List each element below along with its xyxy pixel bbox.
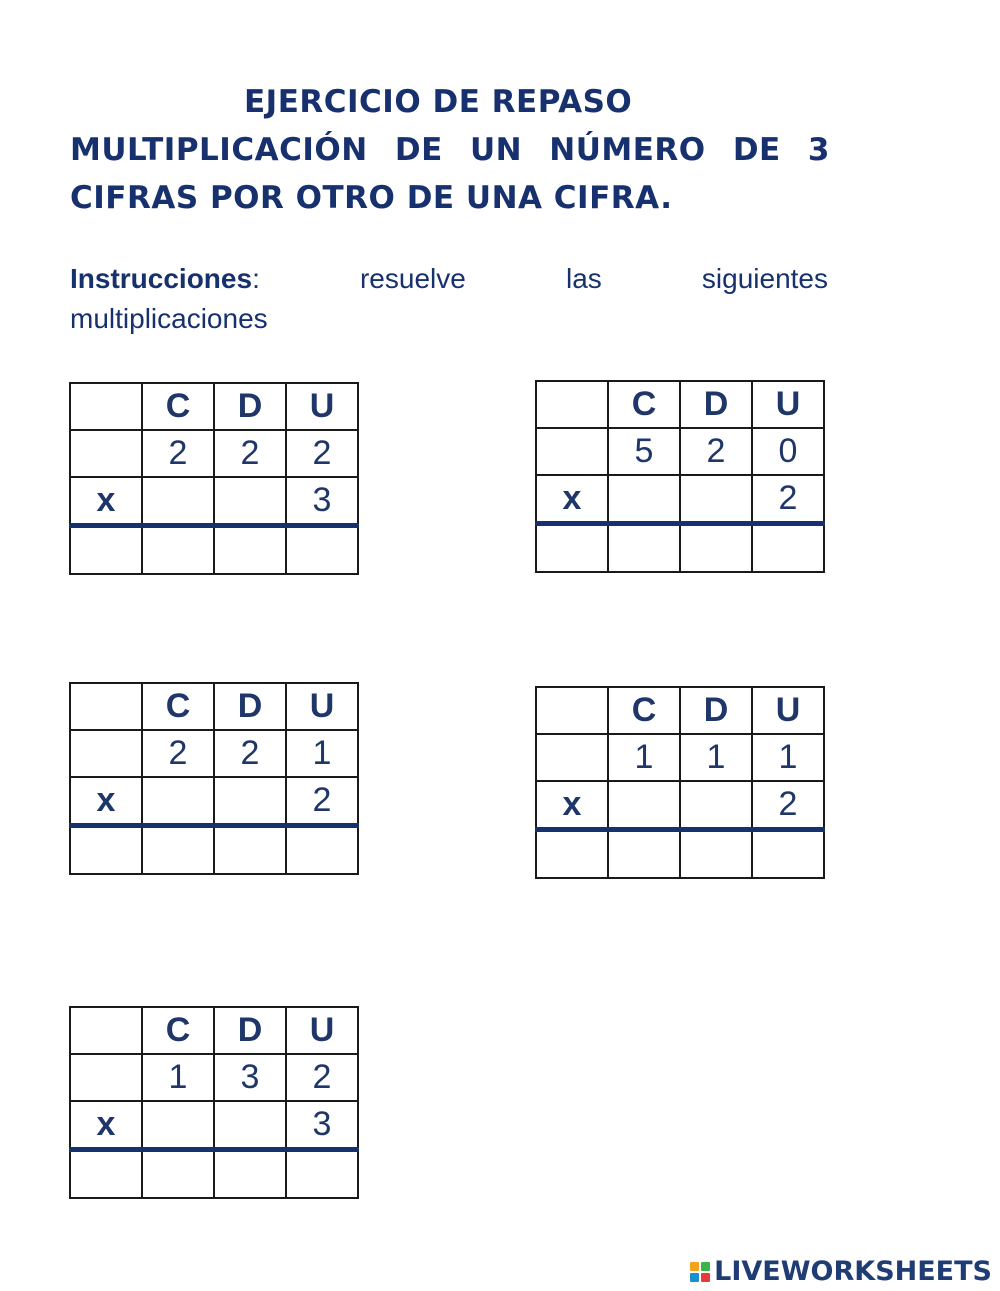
digit-d: 2: [214, 430, 286, 477]
logo-square: [690, 1262, 699, 1271]
digit-d: 3: [214, 1054, 286, 1101]
header-c: C: [608, 381, 680, 428]
header-row: [536, 687, 824, 734]
header-d: D: [214, 383, 286, 430]
header-u: U: [286, 1007, 358, 1054]
blank-cell: [70, 430, 142, 477]
answer-cell-c[interactable]: [142, 526, 214, 575]
blank-cell: [214, 777, 286, 826]
blank-cell: [70, 383, 142, 430]
blank-cell: [214, 1101, 286, 1150]
instructions-label-group: [70, 259, 260, 299]
multiplier-digit: 3: [286, 1101, 358, 1150]
header-d: D: [214, 683, 286, 730]
answer-row: [536, 524, 824, 573]
times-sign: x: [70, 777, 142, 826]
header-c: C: [142, 683, 214, 730]
blank-cell: [142, 477, 214, 526]
answer-cell-d[interactable]: [680, 830, 752, 879]
answer-cell-u[interactable]: [286, 526, 358, 575]
blank-cell: [70, 1054, 142, 1101]
header-u: U: [752, 381, 824, 428]
answer-cell-blank: [70, 826, 142, 875]
digit-c: 2: [142, 730, 214, 777]
blank-cell: [680, 781, 752, 830]
logo-mark-icon: [690, 1262, 710, 1282]
digit-d: 2: [680, 428, 752, 475]
header-row: [70, 383, 358, 430]
blank-cell: [70, 730, 142, 777]
instructions-line-2: multiplicaciones: [70, 303, 268, 334]
digit-d: 2: [214, 730, 286, 777]
header-d: D: [680, 381, 752, 428]
times-sign: x: [70, 1101, 142, 1150]
digit-u: 2: [286, 1054, 358, 1101]
exercise-table-2: [535, 380, 825, 573]
logo-text: LIVEWORKSHEETS: [714, 1256, 992, 1287]
answer-row: [70, 1150, 358, 1199]
header-d: D: [680, 687, 752, 734]
answer-cell-blank: [70, 526, 142, 575]
header-c: C: [608, 687, 680, 734]
header-row: [536, 381, 824, 428]
exercise-table-1: [69, 382, 359, 575]
header-d: D: [214, 1007, 286, 1054]
multiplier-row: [70, 777, 358, 826]
instructions-line-1: [70, 259, 828, 299]
digit-c: 5: [608, 428, 680, 475]
blank-cell: [608, 781, 680, 830]
exercise-table-4: [535, 686, 825, 879]
digit-u: 1: [286, 730, 358, 777]
title-line-2: MULTIPLICACIÓN DE UN NÚMERO DE 3: [70, 132, 830, 168]
blank-cell: [70, 683, 142, 730]
digit-u: 0: [752, 428, 824, 475]
logo-square: [701, 1262, 710, 1271]
answer-cell-u[interactable]: [752, 524, 824, 573]
blank-cell: [536, 381, 608, 428]
multiplicand-row: [536, 428, 824, 475]
digit-c: 1: [608, 734, 680, 781]
header-u: U: [286, 683, 358, 730]
answer-cell-c[interactable]: [608, 830, 680, 879]
exercise-table-3: [69, 682, 359, 875]
header-row: [70, 1007, 358, 1054]
digit-u: 2: [286, 430, 358, 477]
multiplicand-row: [536, 734, 824, 781]
instructions-colon: :: [252, 263, 260, 294]
multiplier-digit: 2: [752, 781, 824, 830]
header-c: C: [142, 383, 214, 430]
answer-cell-u[interactable]: [286, 1150, 358, 1199]
answer-row: [536, 830, 824, 879]
blank-cell: [536, 687, 608, 734]
multiplicand-row: [70, 430, 358, 477]
header-u: U: [752, 687, 824, 734]
blank-cell: [536, 734, 608, 781]
multiplier-row: [70, 477, 358, 526]
digit-c: 1: [142, 1054, 214, 1101]
instructions-label: Instrucciones: [70, 263, 253, 294]
multiplicand-row: [70, 730, 358, 777]
answer-cell-d[interactable]: [214, 826, 286, 875]
times-sign: x: [70, 477, 142, 526]
blank-cell: [142, 777, 214, 826]
answer-row: [70, 826, 358, 875]
answer-cell-d[interactable]: [680, 524, 752, 573]
multiplicand-row: [70, 1054, 358, 1101]
multiplier-digit: 3: [286, 477, 358, 526]
exercise-table-5: [69, 1006, 359, 1199]
times-sign: x: [536, 475, 608, 524]
blank-cell: [142, 1101, 214, 1150]
answer-cell-c[interactable]: [142, 1150, 214, 1199]
multiplier-row: [536, 475, 824, 524]
liveworksheets-logo: [690, 1256, 992, 1287]
multiplier-digit: 2: [286, 777, 358, 826]
answer-cell-c[interactable]: [142, 826, 214, 875]
blank-cell: [608, 475, 680, 524]
title-line-1: EJERCICIO DE REPASO: [244, 84, 633, 120]
instructions-word-2: las: [565, 263, 602, 294]
header-u: U: [286, 383, 358, 430]
answer-cell-u[interactable]: [752, 830, 824, 879]
digit-d: 1: [680, 734, 752, 781]
answer-cell-d[interactable]: [214, 526, 286, 575]
title-line-3: CIFRAS POR OTRO DE UNA CIFRA.: [70, 180, 673, 216]
answer-cell-d[interactable]: [214, 1150, 286, 1199]
multiplier-row: [70, 1101, 358, 1150]
blank-cell: [680, 475, 752, 524]
answer-cell-blank: [536, 830, 608, 879]
header-row: [70, 683, 358, 730]
digit-c: 2: [142, 430, 214, 477]
digit-u: 1: [752, 734, 824, 781]
blank-cell: [70, 1007, 142, 1054]
answer-cell-u[interactable]: [286, 826, 358, 875]
times-sign: x: [536, 781, 608, 830]
logo-square: [690, 1273, 699, 1282]
instructions-word-1: resuelve: [359, 263, 466, 294]
multiplier-digit: 2: [752, 475, 824, 524]
blank-cell: [536, 428, 608, 475]
instructions-word-3: siguientes: [701, 263, 828, 294]
header-c: C: [142, 1007, 214, 1054]
answer-cell-blank: [536, 524, 608, 573]
answer-cell-blank: [70, 1150, 142, 1199]
answer-row: [70, 526, 358, 575]
multiplier-row: [536, 781, 824, 830]
blank-cell: [214, 477, 286, 526]
answer-cell-c[interactable]: [608, 524, 680, 573]
logo-square: [701, 1273, 710, 1282]
